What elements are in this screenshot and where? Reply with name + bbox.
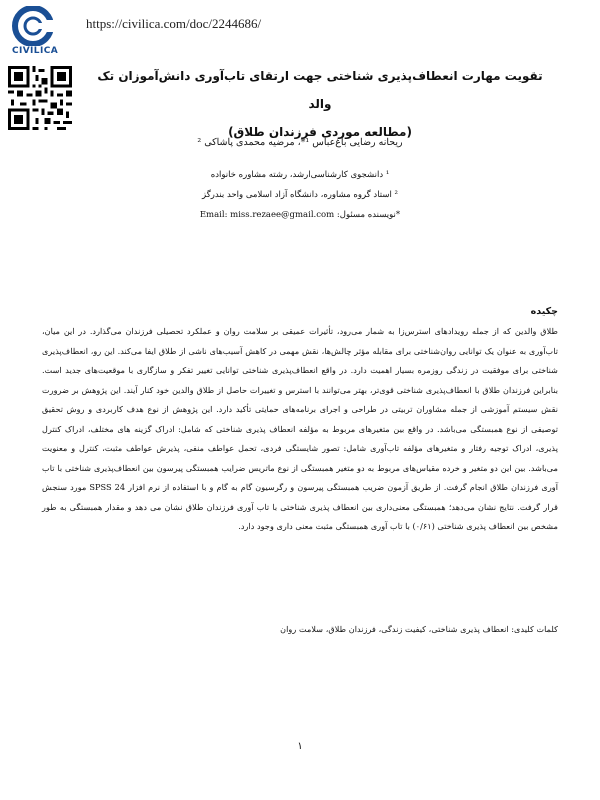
abstract-heading: چکیده	[530, 306, 558, 317]
author-list: ریحانه رضایی باغ‌عباس ¹*، مرضیه محمدی پاشاکی ²	[197, 137, 403, 148]
page-number: ۱	[297, 741, 303, 752]
affiliation-2: ² استاد گروه مشاوره، دانشگاه آزاد اسلامی واحد بندرگز	[202, 190, 398, 200]
document-url[interactable]: https://civilica.com/doc/2244686/	[86, 16, 262, 31]
paper-title	[90, 62, 550, 146]
qr-code-icon	[8, 66, 72, 130]
paper-title-line-2: (مطالعه موردی فرزندان طلاق)	[228, 125, 412, 139]
abstract-body: طلاق والدین که از جمله رویدادهای استرس‌زا به شمار می‌رود، تأثیرات عمیقی بر سلامت روان و عملکرد تحصیلی فرزندان می‌گذارد. در این میان، تاب‌آوری به عنوان یک توانایی روان‌شناختی برای مقابله مؤثر چالش‌ها، نقش مهمی در کاهش آسیب‌های ناشی از طلاق ایفا می‌کند. این رو، انعطاف‌پذیری شناختی برای موفقیت در زندگی روزمره بسیار اهمیت دارد. در واقع انعطاف‌پذیری شناختی توانایی تغییر تفکر و سازگاری با موقعیت‌های جدید است. بنابراین فرزندان طلاق با انعطاف‌پذیری شناختی قوی‌تر، بهتر می‌توانند با استرس و تغییرات حاصل از طلاق والدین خود کنار آیند. این پژوهش بر ضرورت نقش سیستم آموزشی از جمله مشاوران تربیتی در طراحی و اجرای برنامه‌های حمایتی تأکید دارد. این پژوهش از نوع هدف کاربردی و روش تحقیق توصیفی از نوع همبستگی می‌باشد. در واقع بین متغیرهای مربوط به مؤلفه انعطاف پذیری شناختی که شامل: ادراک گزینه های مختلف، ادراک کنترل پذیری، ادراک توجیه رفتار و متغیرهای مؤلفه تاب‌آوری شامل: تصور شایستگی فردی، تحمل عواطف منفی، پذیرش عواطف مثبت، کنترل و معنویت می‌باشد. بین این دو متغیر و خرده مقیاس‌های مربوط به دو متغیر همبستگی از نوع ماتریس ضرایب همبستگی پیرسون بین انعطاف‌پذیری شناختی با تاب آوری فرزندان طلاق انجام گرفت. از طریق آزمون ضریب همبستگی پیرسون و رگرسیون گام به گام و با استفاده از نرم افزار SPSS 24 مورد سنجش قرار گرفت. نتایج نشان می‌دهد؛ همبستگی معنی‌داری بین انعطاف پذیری شناختی با تاب آوری فرزندان طلاق نشان می دهد و مقدار همبستگی به طور مشخص بین انعطاف پذیری شناختی (۰/۶۱) با تاب آوری همبستگی مثبت معنی داری وجود دارد.	[42, 326, 558, 531]
affiliation-1: ¹ دانشجوی کارشناسی‌ارشد، رشته مشاوره خانواده	[210, 170, 390, 180]
keywords: کلمات کلیدی: انعطاف پذیری شناختی، کیفیت زندگی، فرزندان طلاق، سلامت روان	[280, 624, 558, 634]
civilica-logo-icon	[10, 6, 56, 46]
corresponding-author-email: *نویسنده مسئول: Email: miss.rezaee@gmail.com	[199, 210, 401, 220]
paper-title-line-1: تقویت مهارت انعطاف‌پذیری شناختی جهت ارتقای تاب‌آوری دانش‌آموزان تک والد	[97, 69, 543, 111]
civilica-logo[interactable]	[4, 6, 64, 58]
logo-wordmark: CIVILICA	[11, 46, 59, 56]
